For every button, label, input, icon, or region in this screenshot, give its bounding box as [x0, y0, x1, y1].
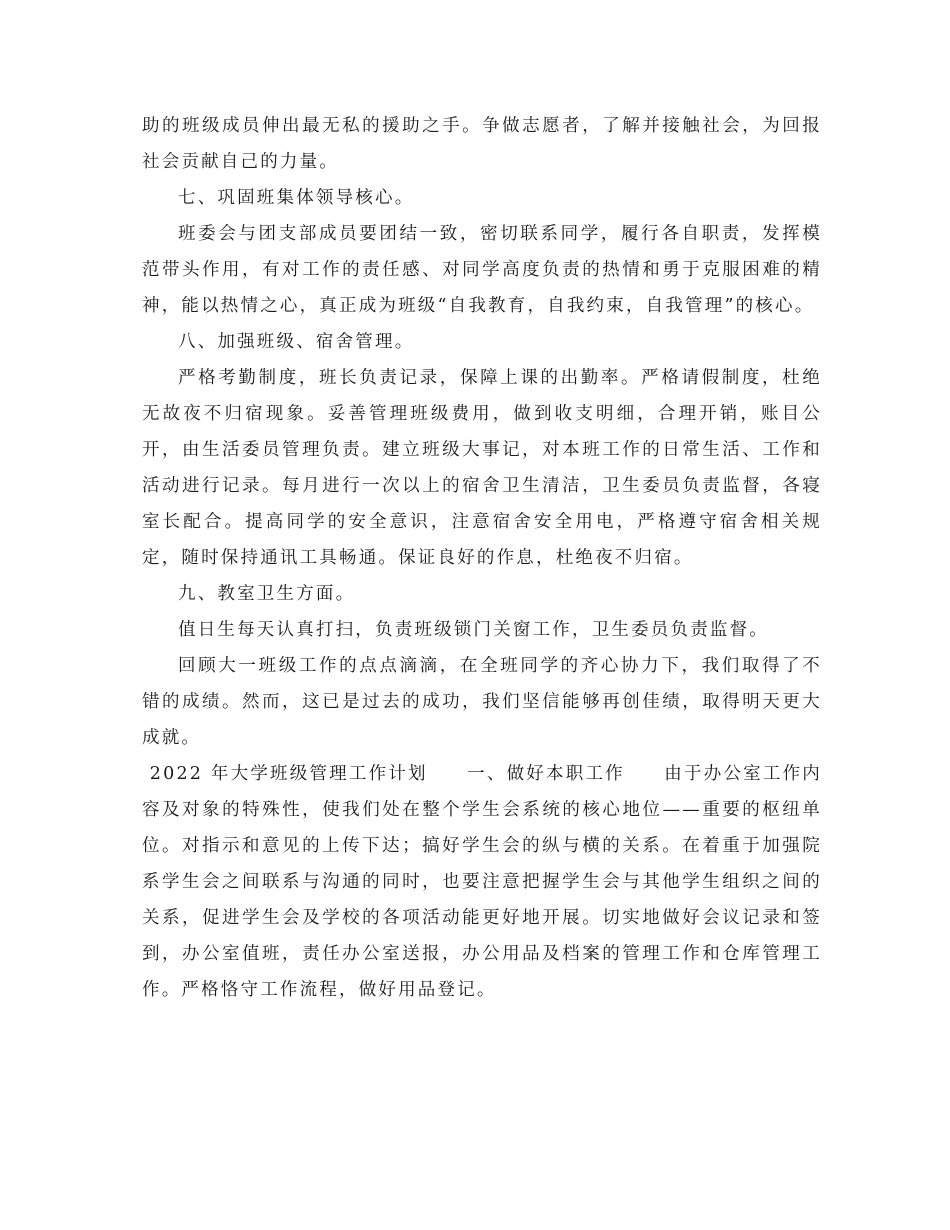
paragraph-section-8: 严格考勤制度，班长负责记录，保障上课的出勤率。严格请假制度，杜绝无故夜不归宿现象。妥善管理班级费用，做到收支明细，合理开销，账目公开，由生活委员管理负责。建立班级大事记，对本班工作的日常生活、工作和活动进行记录。每月进行一次以上的宿舍卫生清洁，卫生委员负责监督，各寝室长配合。提高同学的安全意识，注意宿舍安全用电，严格遵守宿舍相关规定，随时保持通讯工具畅通。保证良好的作息，杜绝夜不归宿。 — [142, 368, 822, 568]
document-body — [142, 108, 822, 1008]
paragraph-section-9: 值日生每天认真打扫，负责班级锁门关窗工作，卫生委员负责监督。 — [178, 620, 769, 640]
paragraph-review: 回顾大一班级工作的点点滴滴，在全班同学的齐心协力下，我们取得了不错的成绩。然而，这已是过去的成功，我们坚信能够再创佳绩，取得明天更大成就。 — [142, 656, 822, 748]
paragraph-section-7: 班委会与团支部成员要团结一致，密切联系同学，履行各自职责，发挥模范带头作用，有对工作的责任感、对同学高度负责的热情和勇于克服困难的精神，能以热情之心，真正成为班级“自我教育，自我约束，自我管理”的核心。 — [142, 224, 822, 316]
section-heading-9: 九、教室卫生方面。 — [178, 584, 356, 604]
section-heading-7: 七、巩固班集体领导核心。 — [178, 188, 415, 208]
paragraph-continuation: 助的班级成员伸出最无私的援助之手。争做志愿者，了解并接触社会，为回报社会贡献自己的力量。 — [142, 116, 822, 172]
section-heading-8: 八、加强班级、宿舍管理。 — [178, 332, 415, 352]
paragraph-work-plan: 2022 年大学班级管理工作计划 一、做好本职工作 由于办公室工作内容及对象的特殊性，使我们处在整个学生会系统的核心地位——重要的枢纽单位。对指示和意见的上传下达；搞好学生会的纵与横的关系。在着重于加强院系学生会之间联系与沟通的同时，也要注意把握学生会与其他学生组织之间的关系，促进学生会及学校的各项活动能更好地开展。切实地做好会议记录和签到，办公室值班，责任办公室送报，办公用品及档案的管理工作和仓库管理工作。严格恪守工作流程，做好用品登记。 — [142, 764, 823, 1000]
